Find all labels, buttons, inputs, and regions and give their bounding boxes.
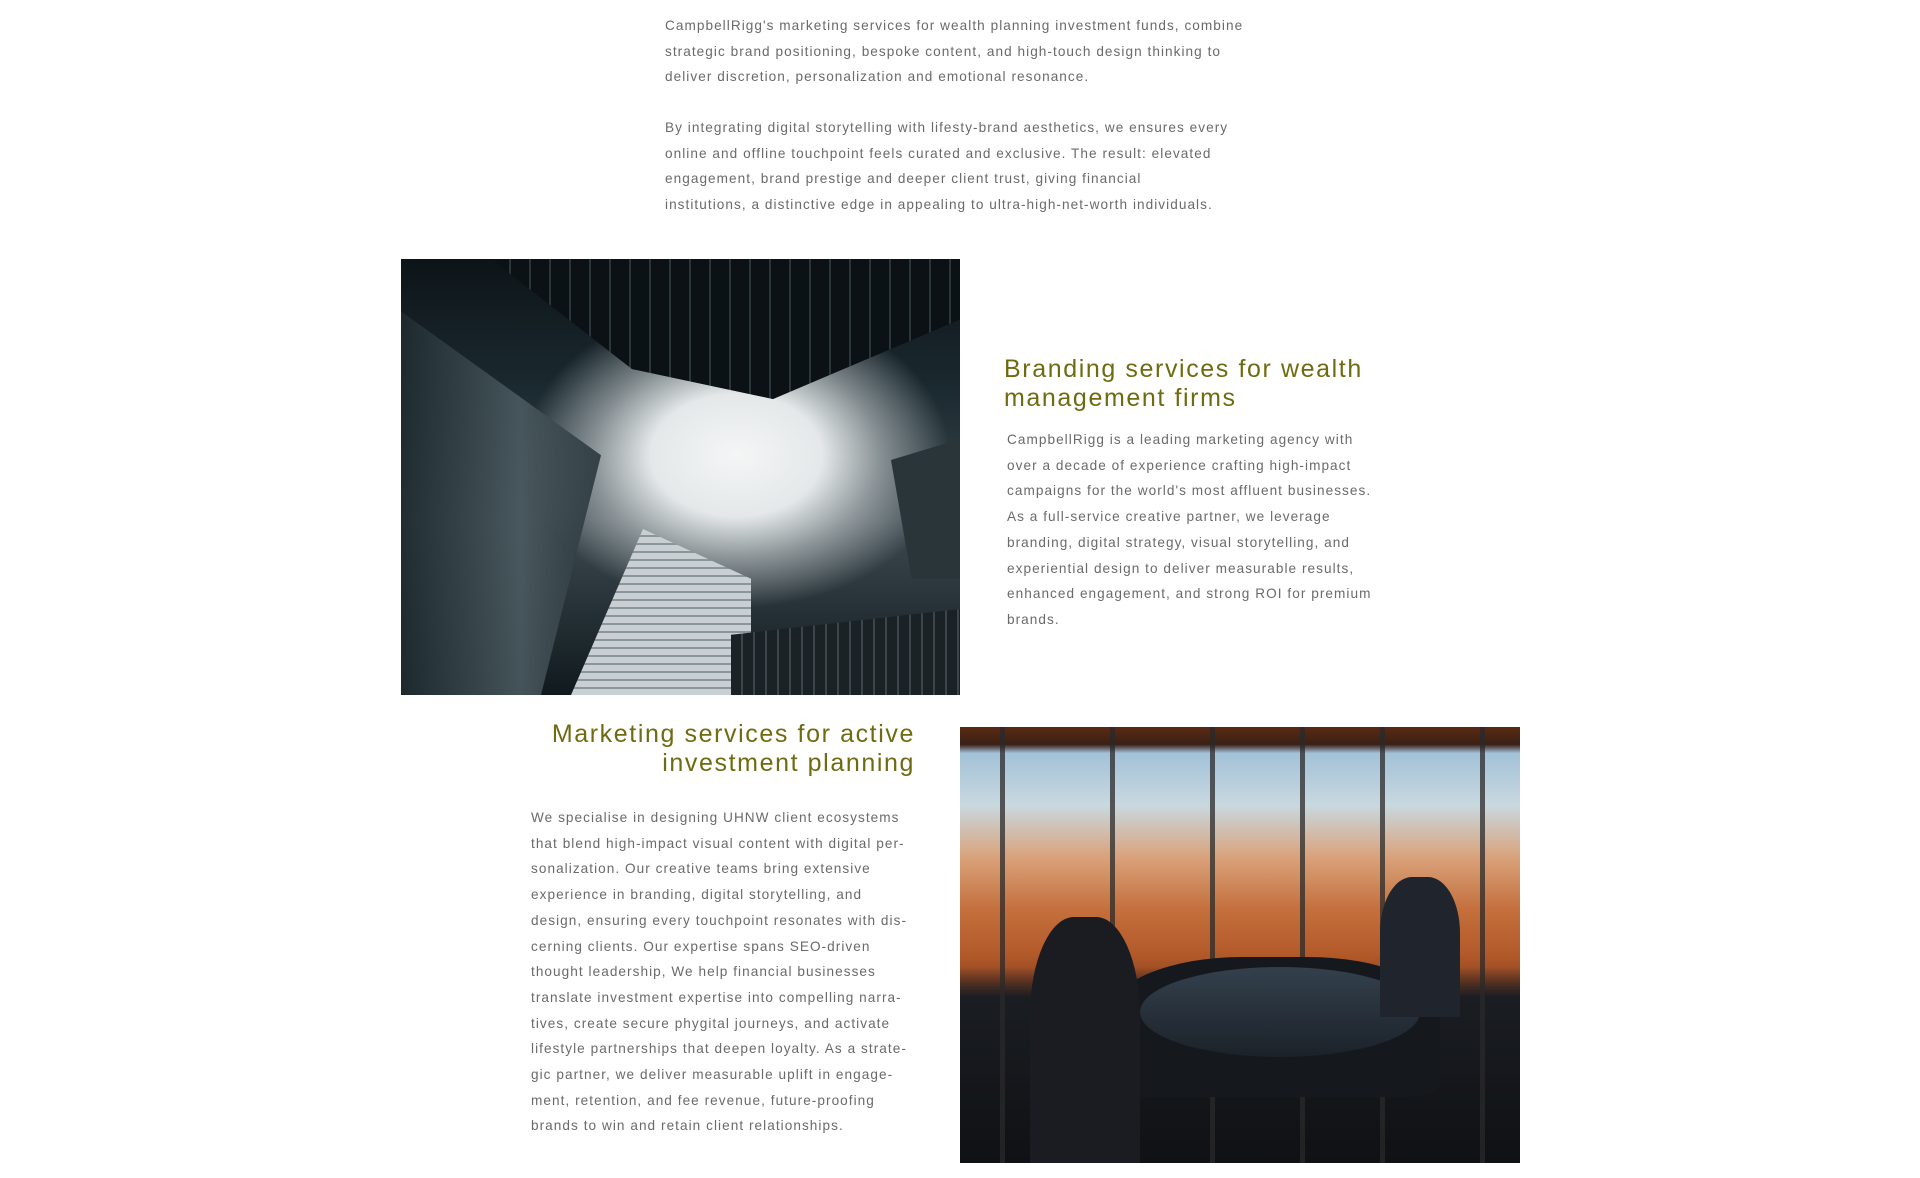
text-line: over a decade of experience crafting high-impact (1007, 457, 1352, 473)
marketing-body (531, 805, 907, 1139)
text-line: CampbellRigg's marketing services for wealth planning investment funds, combine (665, 18, 1244, 33)
text-line: translate investment expertise into compelling narra- (531, 989, 902, 1005)
branding-heading (1004, 355, 1363, 413)
text-line: enhanced engagement, and strong ROI for premium (1007, 586, 1372, 602)
heading-line: Branding services for wealth (1004, 355, 1363, 383)
heading-line: investment planning (662, 749, 915, 777)
text-line: that blend high-impact visual content with digital per- (531, 835, 905, 851)
text-line: cerning clients. Our expertise spans SEO-driven (531, 938, 871, 954)
text-line: online and offline touchpoint feels curated and exclusive. The result: elevated (665, 145, 1212, 161)
text-line: institutions, a distinctive edge in appealing to ultra-high-net-worth individuals. (665, 197, 1213, 213)
text-line: design, ensuring every touchpoint resonates with dis- (531, 912, 908, 928)
text-line: strategic brand positioning, bespoke content, and high-touch design thinking to (665, 43, 1222, 59)
text-line: deliver discretion, personalization and emotional resonance. (665, 69, 1090, 85)
text-line: experiential design to deliver measurable results, (1007, 560, 1355, 576)
text-line: campaigns for the world's most affluent businesses. (1007, 483, 1372, 499)
text-line: engagement, brand prestige and deeper client trust, giving financial (665, 171, 1142, 187)
heading-line: management firms (1004, 384, 1237, 412)
text-line: experience in branding, digital storytelling, and (531, 887, 863, 903)
text-line: We specialise in designing UHNW client ecosystems (531, 810, 900, 825)
text-line: tives, create secure phygital journeys, and activate (531, 1015, 891, 1031)
intro-paragraph-2 (665, 115, 1228, 218)
skyscrapers-image (401, 259, 960, 695)
text-line: gic partner, we deliver measurable uplift in engage- (531, 1067, 894, 1083)
text-line: brands. (1007, 611, 1060, 627)
intro-paragraph-1 (665, 13, 1243, 90)
text-line: lifestyle partnerships that deepen loyalty. As a strate- (531, 1041, 907, 1057)
text-line: CampbellRigg is a leading marketing agency with (1007, 432, 1354, 447)
text-line: By integrating digital storytelling with lifesty-brand aesthetics, we ensures every (665, 120, 1229, 135)
text-line: As a full-service creative partner, we leverage (1007, 509, 1331, 525)
boardroom-meeting-image (960, 727, 1520, 1163)
text-line: branding, digital strategy, visual storytelling, and (1007, 534, 1350, 550)
text-line: thought leadership, We help financial businesses (531, 964, 876, 980)
branding-body (1007, 427, 1371, 633)
text-line: brands to win and retain client relationships. (531, 1118, 844, 1134)
heading-line: Marketing services for active (551, 720, 915, 748)
text-line: sonalization. Our creative teams bring extensive (531, 861, 871, 877)
text-line: ment, retention, and fee revenue, future-proofing (531, 1092, 875, 1108)
marketing-heading (552, 720, 915, 778)
